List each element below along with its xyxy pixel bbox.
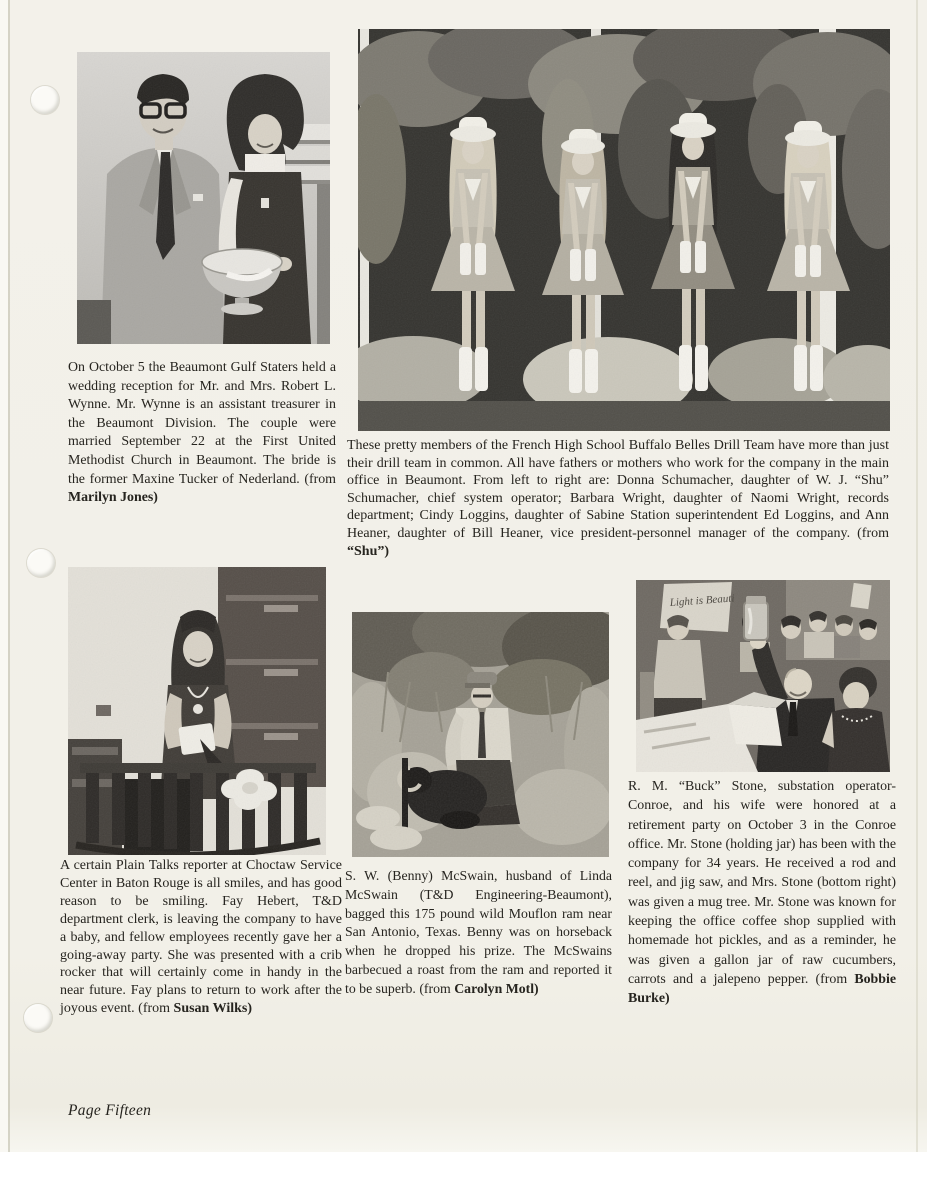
baby-party-caption: [60, 857, 342, 1018]
baby-party-photo-art: [68, 567, 326, 855]
paper-right-edge: [916, 0, 918, 1152]
baby-party-caption-attribution: Susan Wilks): [173, 1001, 253, 1017]
wedding-caption: [68, 359, 336, 508]
page-footer: Page Fifteen: [68, 1102, 152, 1119]
retirement-caption-attribution: Bobbie Burke): [628, 971, 896, 1007]
retirement-party-photo-art: [636, 580, 890, 772]
hunting-caption: [345, 867, 612, 999]
wedding-photo: [77, 52, 330, 344]
binder-hole-middle: [27, 549, 55, 577]
hunting-photo-art: [352, 612, 609, 857]
wedding-photo-art: [77, 52, 330, 344]
hunting-caption-text: S. W. (Benny) McSwain, husband of Linda McSwain (T&D Engineering-Beaumont), bagged this 175 pound wild Mouflon ram near San Antonio, Texas. Benny was on horseback when he dropped his prize. The McSwains barbecued a roast from the ram and reported it to be superb. (from: [345, 868, 612, 996]
retirement-caption-text: R. M. “Buck” Stone, substation operator-Conroe, and his wife were honored at a retirement party on October 3 in the Conroe office. Mr. Stone (holding jar) has been with the company for 34 years. He received a rod and reel, and jig saw, and Mrs. Stone (bottom right) was given a mug tree. Mr. Stone was known for keeping the office coffee shop supplied with homemade hot pickles, and as a reminder, he was given a gallon jar of raw cucumbers, carrots and a jalepeno pepper. (from: [628, 779, 896, 987]
drill-team-caption-attribution: “Shu”): [347, 543, 390, 559]
drill-team-photo-art: [358, 29, 890, 431]
binder-hole-bottom: [24, 1004, 52, 1032]
paper-left-edge: [0, 0, 8, 1152]
drill-team-caption: [347, 437, 889, 560]
baby-party-caption-text: A certain Plain Talks reporter at Choctaw Service Center in Baton Rouge is all smiles, and has good reason to be smiling. Fay Hebert, T&D department clerk, is leaving the company to have a baby, and fellow employees recently gave her a going-away party. She was presented with a crib rocker that will certainly come in handy in the near future. Fay plans to return to work after the joyous event. (from: [60, 858, 342, 1017]
retirement-caption: [628, 777, 896, 1009]
drill-team-caption-text: These pretty members of the French High School Buffalo Belles Drill Team have more than just their drill team in common. All have fathers or mothers who work for the company in the main office in Beaumont. From left to right are: Donna Schumacher, daughter of W. J. “Shu” Schumacher, chief system operator; Barbara Wright, daughter of Naomi Wright, records department; Cindy Loggins, daughter of Sabine Station superintendent Ed Loggins, and Ann Heaner, daughter of Bill Heaner, vice president-personnel manager of the company. (from: [347, 438, 889, 541]
paper-edge-line: [8, 0, 10, 1152]
wedding-caption-attribution: Marilyn Jones): [68, 490, 158, 506]
drill-team-photo: [358, 29, 890, 431]
hunting-caption-attribution: Carolyn Motl): [454, 980, 539, 996]
hunting-photo: [352, 612, 609, 857]
retirement-party-photo: [636, 580, 890, 772]
baby-party-photo: [68, 567, 326, 855]
sign-text: Light is Beauti: [669, 592, 735, 609]
wedding-caption-text: On October 5 the Beaumont Gulf Staters held a wedding reception for Mr. and Mrs. Robert L. Wynne. Mr. Wynne is an assistant treasurer in the Beaumont Division. The couple were married September 22 at the First United Methodist Church in Beaumont. The bride is the former Maxine Tucker of Nederland. (from: [68, 360, 336, 487]
binder-hole-top: [31, 86, 59, 114]
